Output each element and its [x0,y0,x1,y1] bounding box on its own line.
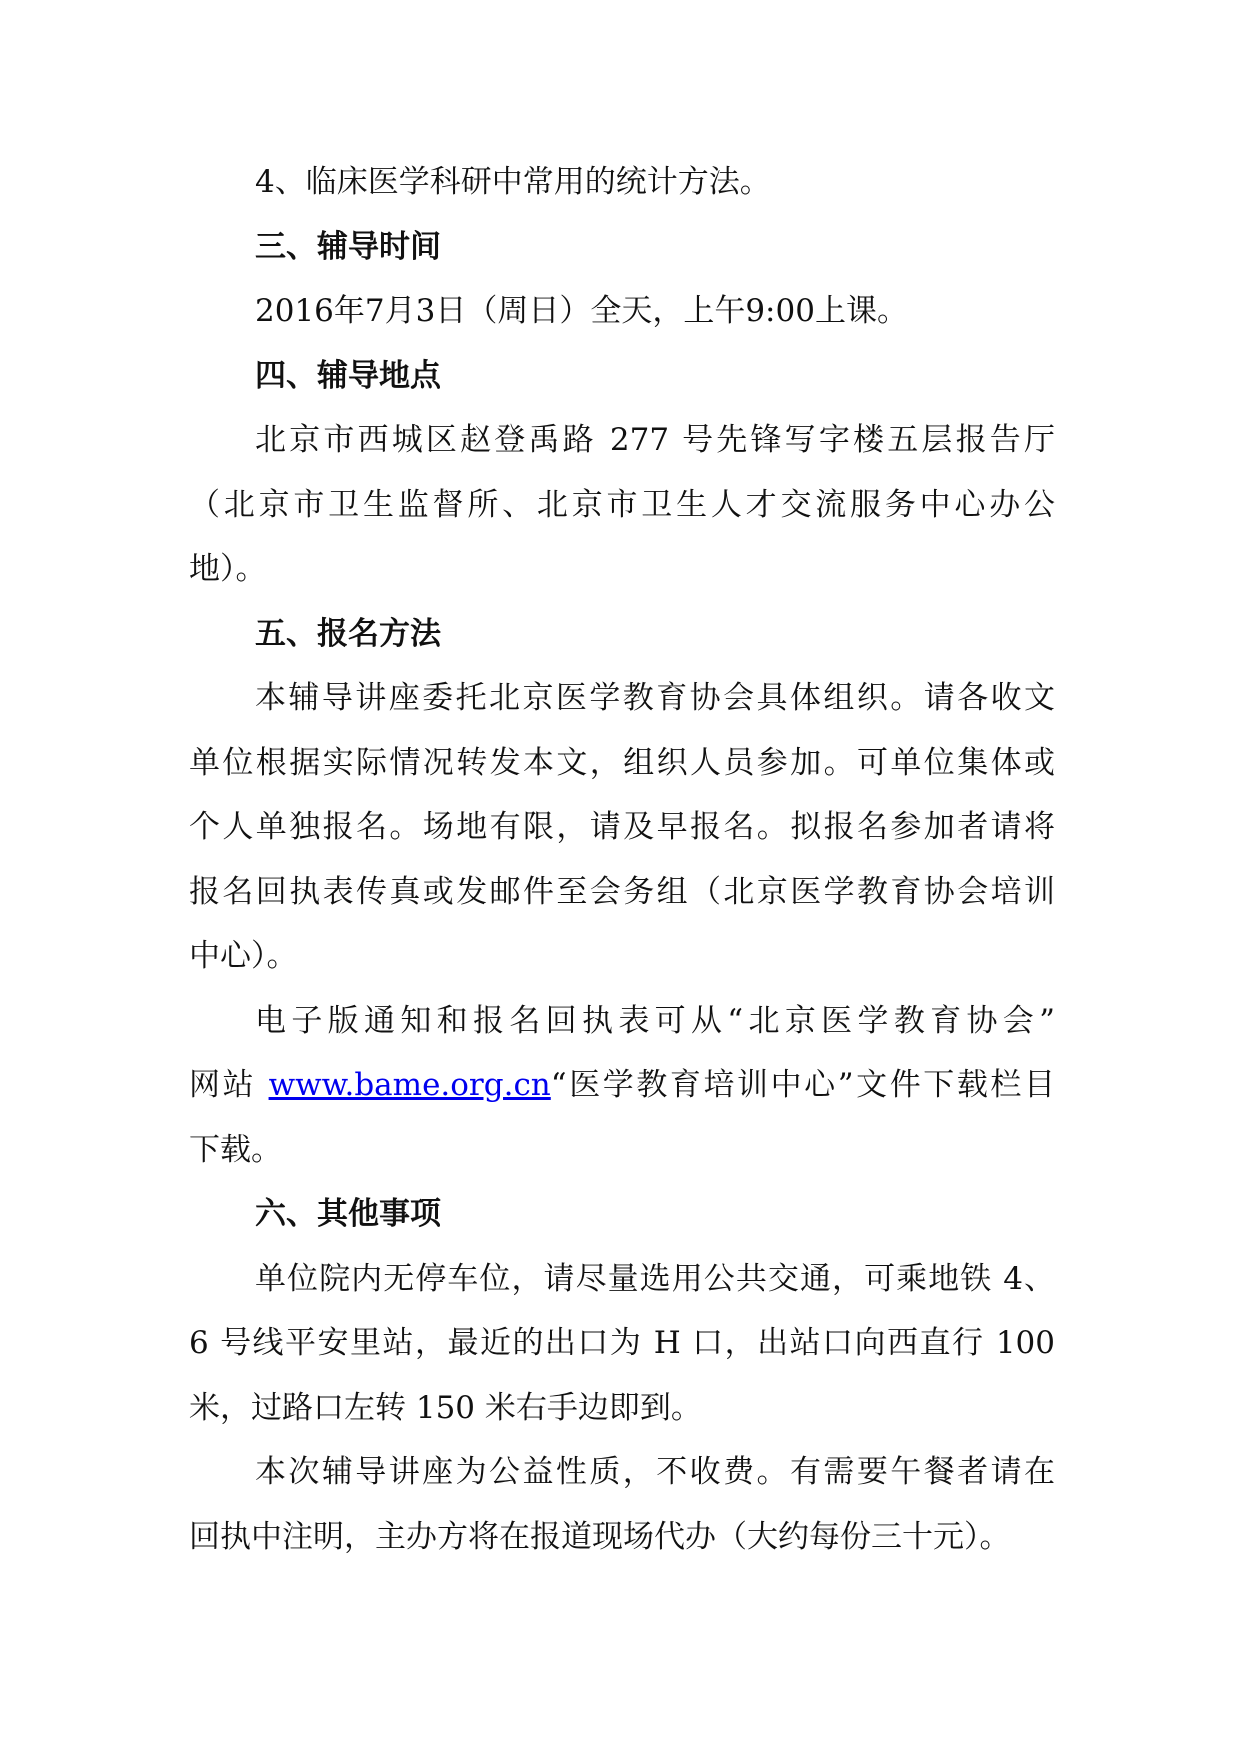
item-4-text: 4、临床医学科研中常用的统计方法。 [255,164,771,200]
section-5-line: 中心）。 [189,938,298,974]
section-5-line: 单位根据实际情况转发本文，组织人员参加。可单位集体或 [189,744,1055,781]
section-4-line: （北京市卫生监督所、北京市卫生人才交流服务中心办公 [189,486,1055,523]
section-5-heading: 五、报名方法 [255,615,441,652]
section-5-line: 电子版通知和报名回执表可从“北京医学教育协会” [255,1002,1055,1039]
document-page [189,150,1055,1569]
section-5-line: 个人单独报名。场地有限，请及早报名。拟报名参加者请将 [189,809,1055,845]
section-3-text: 2016年7月3日（周日）全天，上午9:00上课。 [255,293,908,329]
section-6-line: 6 号线平安里站，最近的出口为 H 口，出站口向西直行 100 [189,1325,1055,1361]
section-4-line: 北京市西城区赵登禹路 277 号先锋写字楼五层报告厅 [255,422,1055,458]
section-6-line: 回执中注明，主办方将在报道现场代办（大约每份三十元）。 [189,1518,1011,1555]
website-prefix: 网站 [189,1067,269,1103]
section-4-line: 地）。 [189,551,267,587]
section-6-line: 米，过路口左转 150 米右手边即到。 [189,1389,702,1426]
section-6-heading: 六、其他事项 [255,1196,441,1232]
website-line [189,1053,1055,1118]
section-6-line: 单位院内无停车位，请尽量选用公共交通，可乘地铁 4、 [255,1260,1055,1297]
section-6-line: 本次辅导讲座为公益性质，不收费。有需要午餐者请在 [255,1454,1055,1490]
website-suffix: “医学教育培训中心”文件下载栏目 [550,1067,1055,1103]
section-5-line: 本辅导讲座委托北京医学教育协会具体组织。请各收文 [255,680,1055,716]
section-5-line: 报名回执表传真或发邮件至会务组（北京医学教育协会培训 [189,873,1055,910]
section-4-heading: 四、辅导地点 [255,357,441,394]
section-5-line: 下载。 [189,1131,282,1168]
section-3-heading: 三、辅导时间 [255,228,441,265]
website-link[interactable]: www.bame.org.cn [268,1067,551,1103]
